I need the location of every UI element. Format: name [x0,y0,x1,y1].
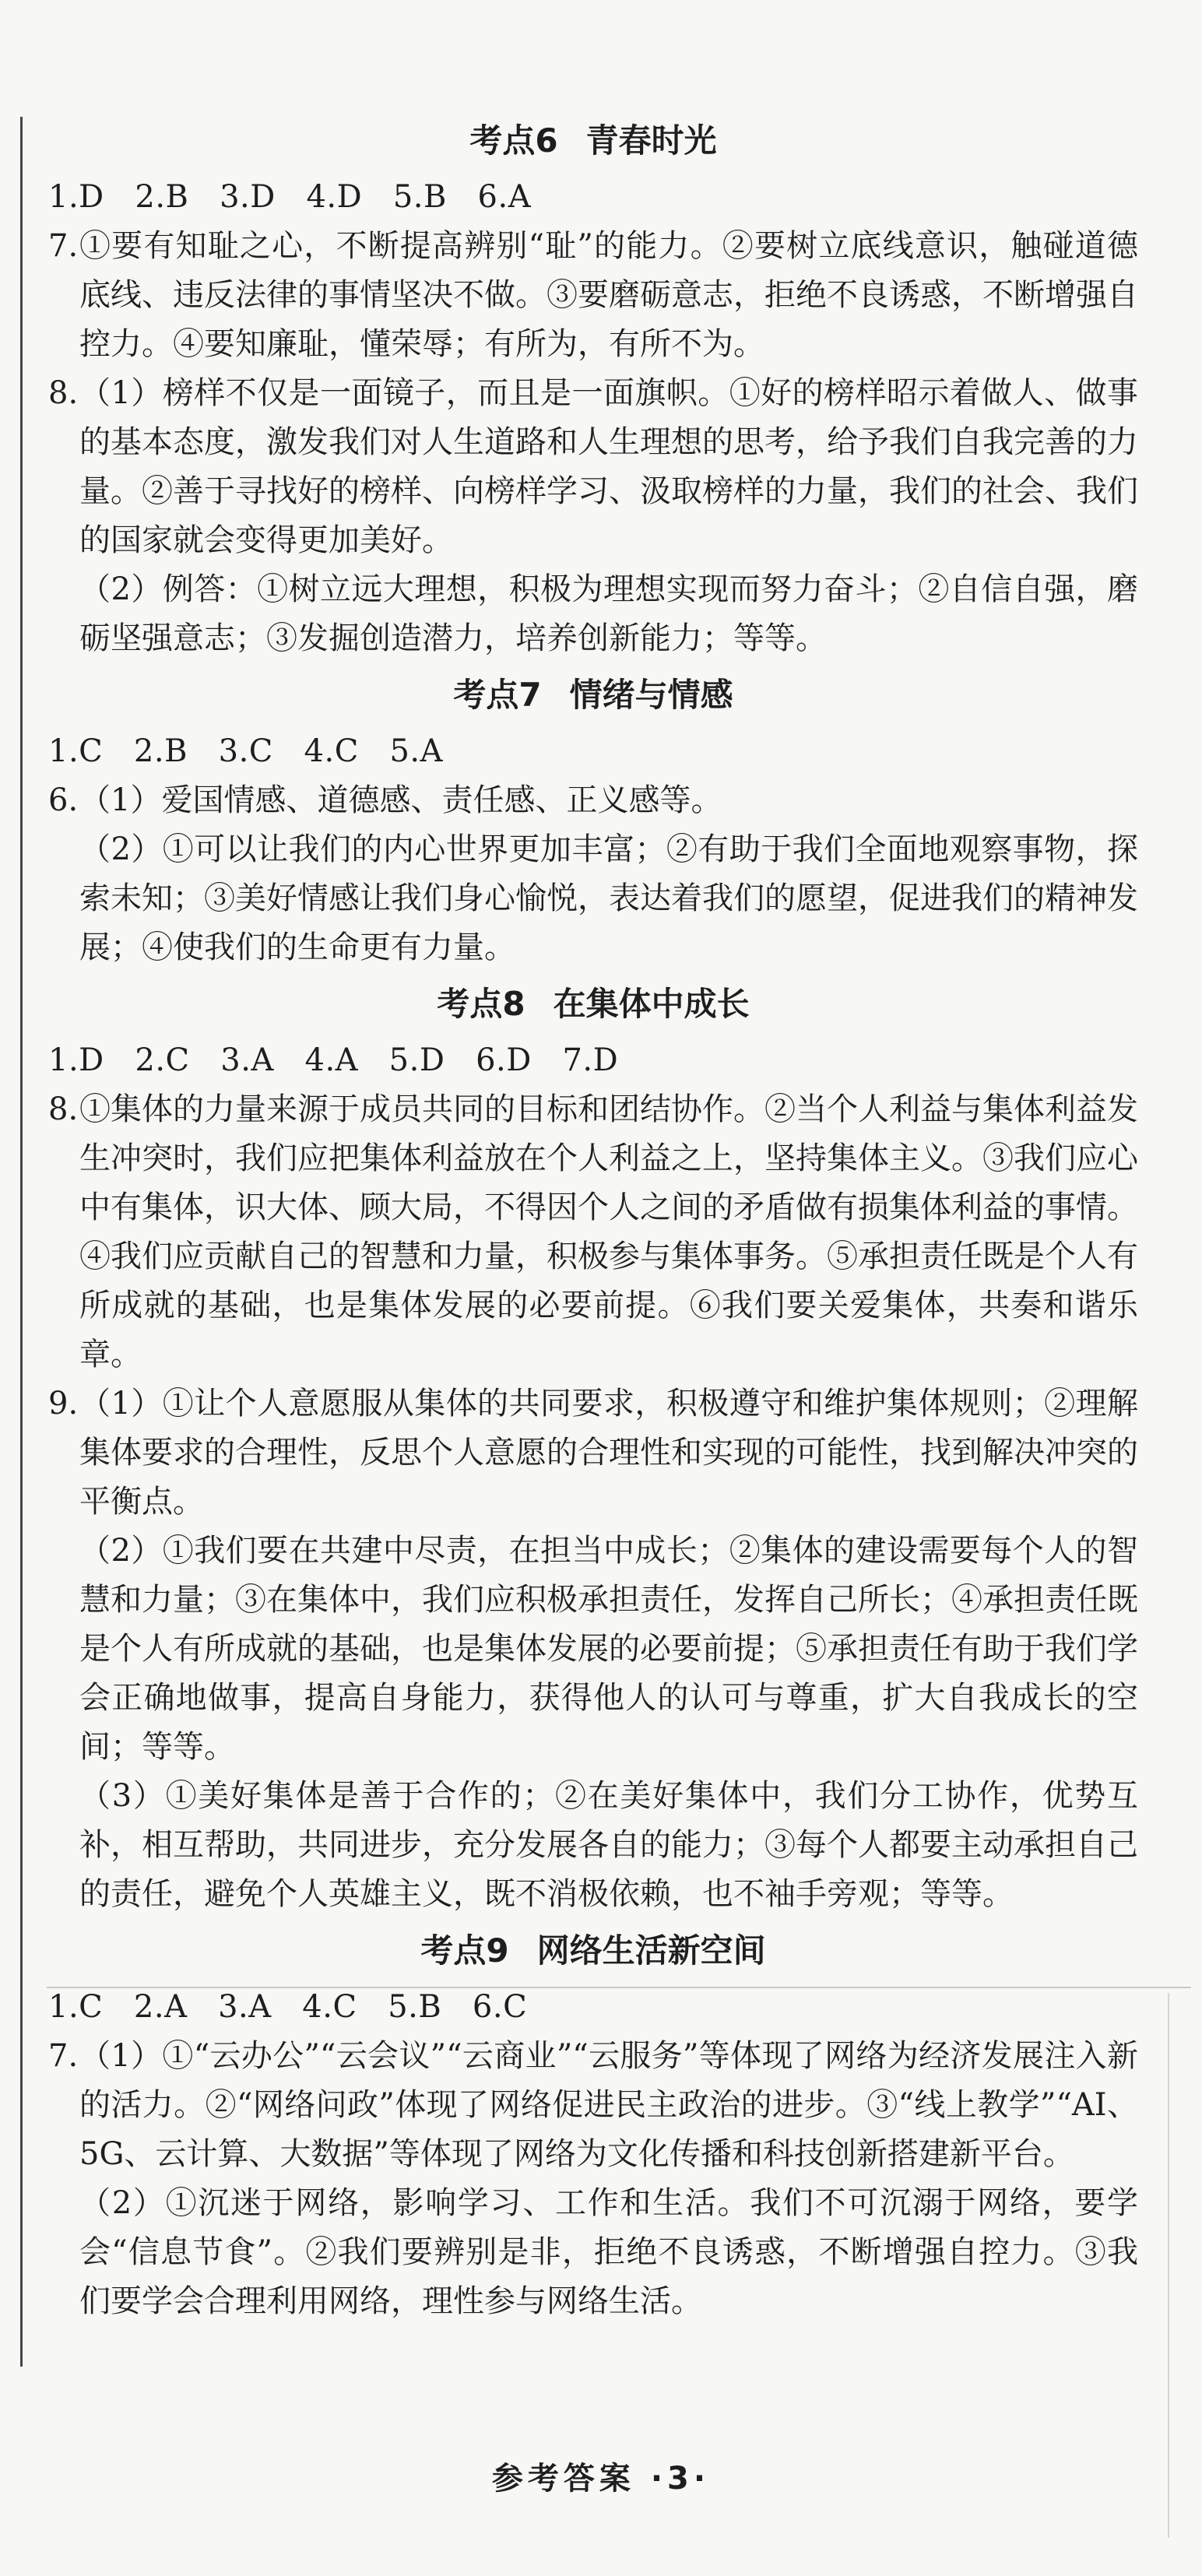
section-heading [48,109,1138,173]
answer-content [48,109,1138,2326]
answer-item [48,1085,1138,1379]
choice-answers: 1.D 2.B 3.D 4.D 5.B 6.A [48,179,532,215]
section-number: 考点8 [437,985,525,1023]
answer-text: （1）爱国情感、道德感、责任感、正义感等。 [79,782,722,818]
sub-answer: （2）①可以让我们的内心世界更加丰富；②有助于我们全面地观察事物，探索未知；③美好情感让我们身心愉悦，表达着我们的愿望，促进我们的精神发展；④使我们的生命更有力量。 [79,831,1138,965]
answer-item [48,2032,1138,2179]
section-heading [48,663,1138,727]
question-number: 7. [48,2038,79,2074]
section-title: 情绪与情感 [569,676,733,714]
choice-answers: 1.D 2.C 3.A 4.A 5.D 6.D 7.D [48,1042,619,1078]
section-heading [48,1919,1138,1983]
section-number: 考点9 [420,1931,509,1970]
section-title: 在集体中成长 [553,985,750,1023]
page-footer: 参考答案 ·3· [491,2461,711,2497]
section-title: 青春时光 [585,121,717,160]
answer-text: ①集体的力量来源于成员共同的目标和团结协作。②当个人利益与集体利益发生冲突时，我们应把集体利益放在个人利益之上，坚持集体主义。③我们应心中有集体，识大体、顾大局，不得因个人之间的矛盾做有损集体利益的事情。④我们应贡献自己的智慧和力量，积极参与集体事务。⑤承担责任既是个人有所成就的基础，也是集体发展的必要前提。⑥我们要关爱集体，共奏和谐乐章。 [79,1091,1138,1372]
answer-text: （1）①“云办公”“云会议”“云商业”“云服务”等体现了网络为经济发展注入新的活力。②“网络问政”体现了网络促进民主政治的进步。③“线上教学”“AI、5G、云计算、大数据”等体现了网络为文化传播和科技创新搭建新平台。 [79,2038,1138,2172]
sub-answer: （3）①美好集体是善于合作的；②在美好集体中，我们分工协作，优势互补，相互帮助，共同进步，充分发展各自的能力；③每个人都要主动承担自己的责任，避免个人英雄主义，既不消极依赖，也不袖手旁观；等等。 [79,1778,1138,1912]
answer-text: ①要有知耻之心，不断提高辨别“耻”的能力。②要树立底线意识，触碰道德底线、违反法律的事情坚决不做。③要磨砺意志，拒绝不良诱惑，不断增强自控力。④要知廉耻，懂荣辱；有所为，有所不为。 [79,228,1138,362]
sub-answer: （2）①我们要在共建中尽责，在担当中成长；②集体的建设需要每个人的智慧和力量；③在集体中，我们应积极承担责任，发挥自己所长；④承担责任既是个人有所成就的基础，也是集体发展的必要前提；⑤承担责任有助于我们学会正确地做事，提高自身能力，获得他人的认可与尊重，扩大自我成长的空间；等等。 [79,1533,1138,1765]
binding-margin-line [20,117,23,2367]
question-number: 7. [48,228,79,264]
question-number: 8. [48,375,79,411]
question-number: 9. [48,1386,79,1422]
section-heading [48,972,1138,1036]
section-number: 考点7 [453,676,542,714]
answer-text: （1）①让个人意愿服从集体的共同要求，积极遵守和维护集体规则；②理解集体要求的合理性，反思个人意愿的合理性和实现的可能性，找到解决冲突的平衡点。 [79,1386,1138,1520]
answer-item [48,1379,1138,1527]
section-title: 网络生活新空间 [536,1931,766,1970]
answer-text: （1）榜样不仅是一面镜子，而且是一面旗帜。①好的榜样昭示着做人、做事的基本态度，激发我们对人生道路和人生理想的思考，给予我们自我完善的力量。②善于寻找好的榜样、向榜样学习、汲取榜样的力量，我们的社会、我们的国家就会变得更加美好。 [79,375,1138,558]
sub-answer: （2）例答：①树立远大理想，积极为理想实现而努力奋斗；②自信自强，磨砺坚强意志；③发掘创造潜力，培养创新能力；等等。 [79,571,1138,656]
question-number: 6. [48,782,79,818]
answer-item [48,369,1138,565]
question-number: 8. [48,1091,79,1127]
sub-answer: （2）①沉迷于网络，影响学习、工作和生活。我们不可沉溺于网络，要学会“信息节食”。②我们要辨别是非，拒绝不良诱惑，不断增强自控力。③我们要学会合理利用网络，理性参与网络生活。 [79,2185,1138,2319]
answer-item [48,222,1138,369]
choice-answers: 1.C 2.B 3.C 4.C 5.A [48,733,443,769]
answer-item [48,776,1138,825]
choice-answers: 1.C 2.A 3.A 4.C 5.B 6.C [48,1989,528,2025]
section-number: 考点6 [469,121,558,160]
